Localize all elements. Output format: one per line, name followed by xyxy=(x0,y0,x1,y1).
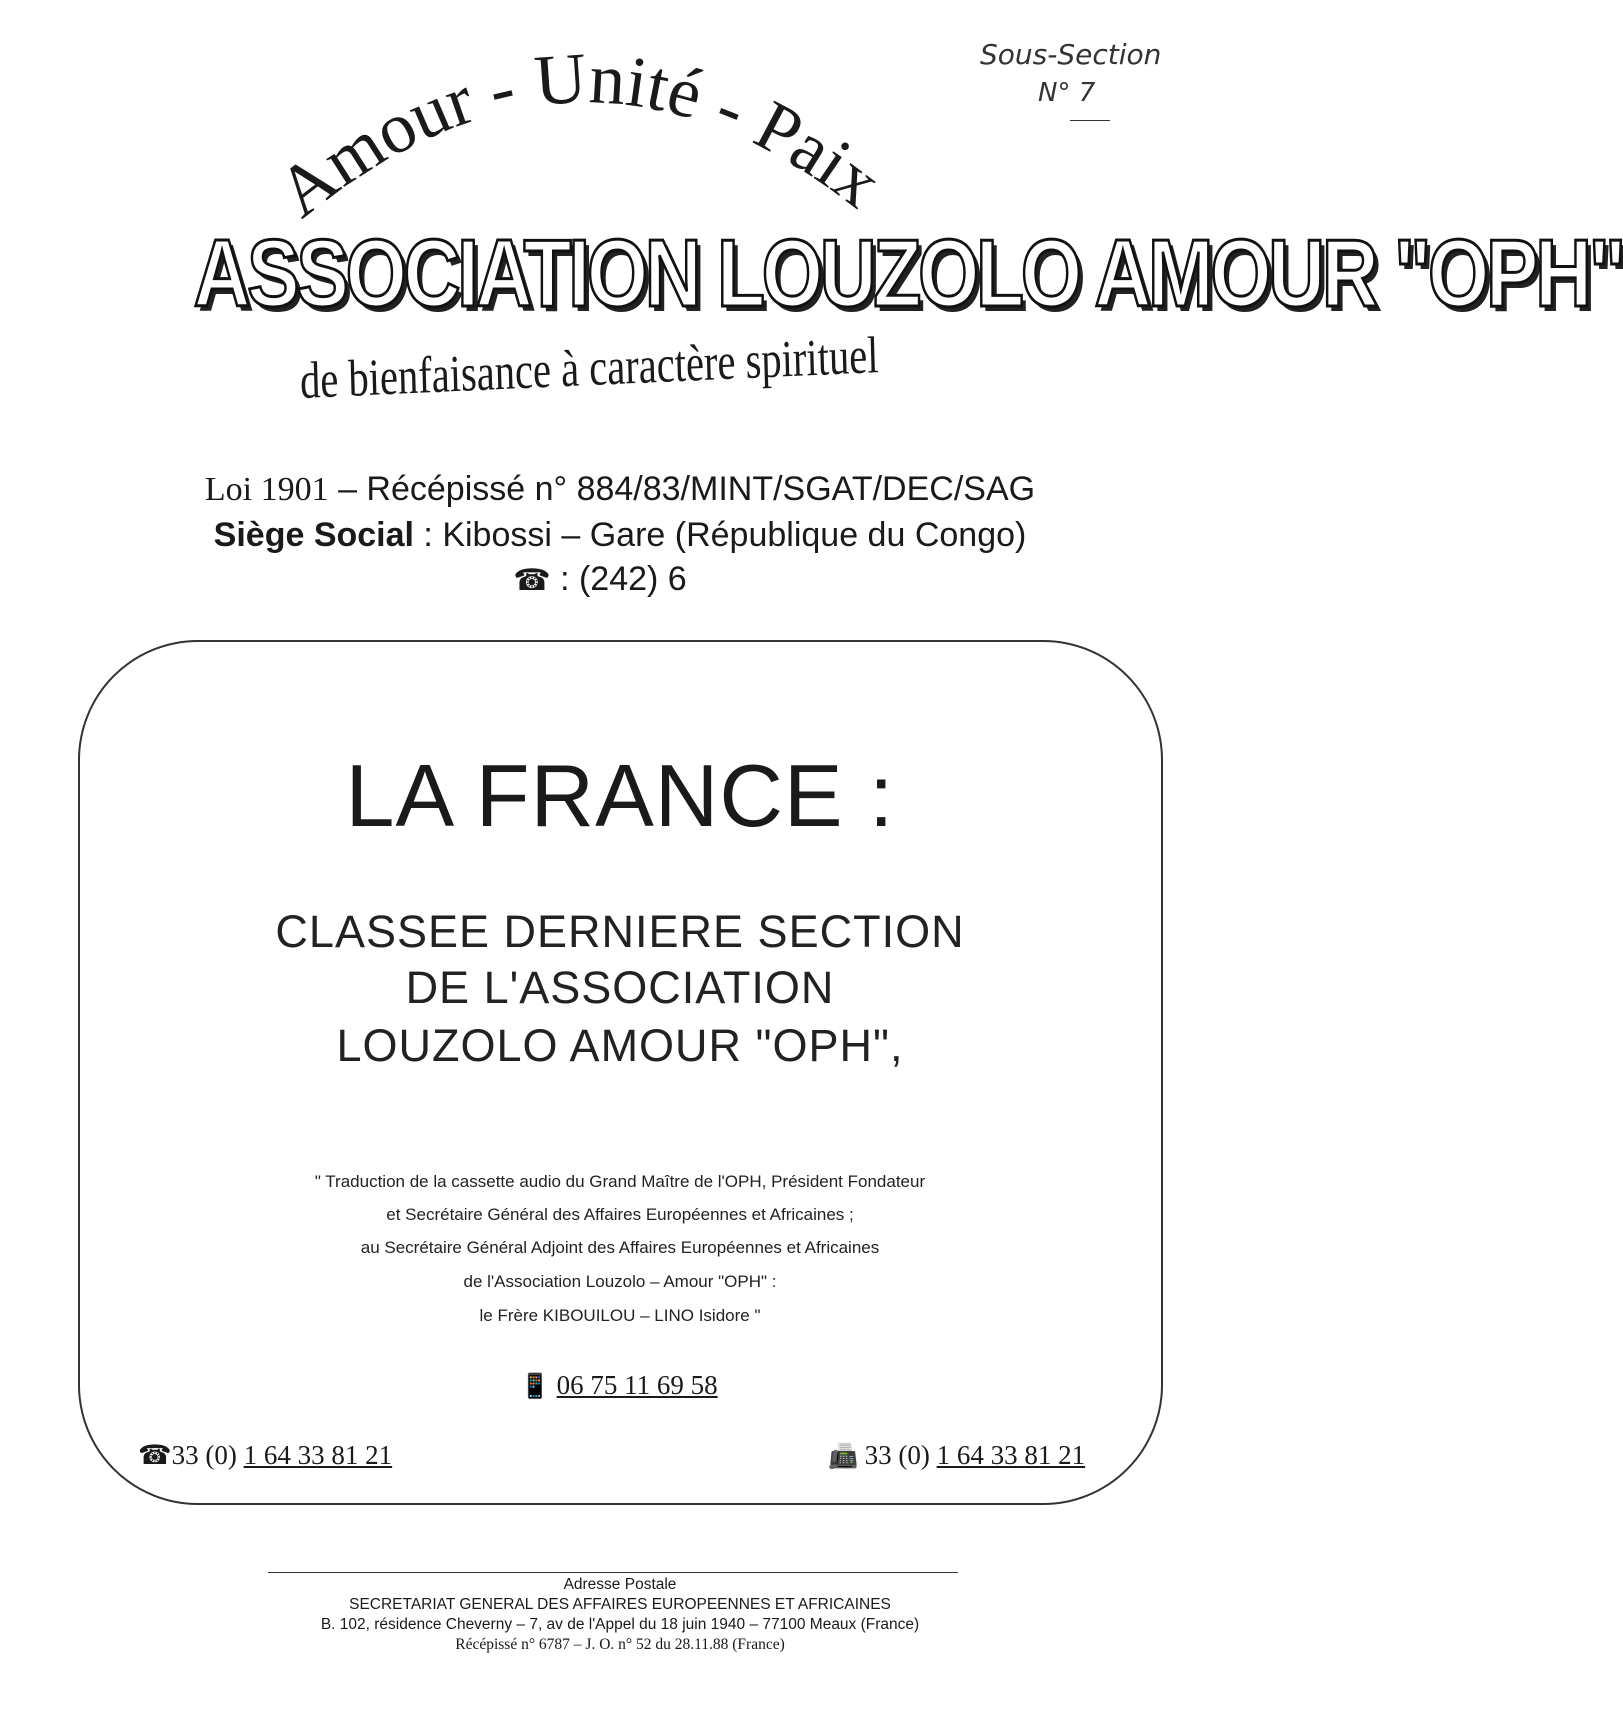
office-phone-prefix: 33 (0) xyxy=(171,1440,244,1470)
main-title: LA FRANCE : xyxy=(345,746,895,845)
fax-prefix: 33 (0) xyxy=(864,1440,937,1470)
registration-number: – Récépissé n° 884/83/MINT/SGAT/DEC/SAG xyxy=(328,470,1036,508)
handwritten-subsection-number: N° 7 xyxy=(1038,78,1096,108)
motto-text: Amour - Unité - Paix xyxy=(262,37,897,233)
header-phone-number: : (242) 6 xyxy=(550,560,687,598)
translation-note-line-5: le Frère KIBOUILOU – LINO Isidore " xyxy=(479,1306,761,1325)
footer-divider xyxy=(268,1572,958,1573)
handwritten-subsection-note: Sous-Section xyxy=(980,38,1162,71)
association-title: ASSOCIATION LOUZOLO AMOUR "OPH" xyxy=(193,220,1623,327)
headline-line-2: DE L'ASSOCIATION xyxy=(405,962,835,1013)
translation-note-line-1: " Traduction de la cassette audio du Grand Maître de l'OPH, Président Fondateur xyxy=(314,1172,926,1191)
footer-line-2: B. 102, résidence Cheverny – 7, av de l'Appel du 18 juin 1940 – 77100 Meaux (France) xyxy=(320,1616,920,1633)
headline-line-3: LOUZOLO AMOUR "OPH", xyxy=(336,1020,904,1071)
seat-address: : Kibossi – Gare (République du Congo) xyxy=(413,516,1027,554)
header-phone-line xyxy=(0,560,1220,599)
seat-label: Siège Social xyxy=(213,516,414,554)
mobile-phone-icon: 📱 xyxy=(520,1374,550,1400)
office-phone-number: 1 64 33 81 21 xyxy=(243,1440,393,1470)
telephone-icon: ☎ xyxy=(138,1440,172,1470)
footer-line-3: Récépissé n° 6787 – J. O. n° 52 du 28.11.88 (France) xyxy=(455,1636,785,1653)
association-subtitle: de bienfaisance à caractère spirituel xyxy=(299,327,880,410)
headline-line-1: CLASSEE DERNIERE SECTION xyxy=(275,906,965,957)
law-label: Loi 1901 xyxy=(204,471,329,508)
mobile-phone-number: 06 75 11 69 58 xyxy=(556,1370,718,1400)
footer-line-1: SECRETARIAT GENERAL DES AFFAIRES EUROPEENNES ET AFRICAINES xyxy=(349,1596,891,1613)
registration-line xyxy=(0,470,1240,509)
telephone-icon: ☎ xyxy=(513,564,551,597)
svg-text:Amour - Unité - Paix xyxy=(263,38,897,233)
fax-icon: 📠 xyxy=(828,1444,858,1470)
motto-arc xyxy=(250,20,970,250)
seat-line xyxy=(0,516,1240,555)
translation-note-line-3: au Secrétaire Général Adjoint des Affaires Européennes et Africaines xyxy=(360,1238,880,1257)
office-phone-line xyxy=(138,1440,392,1471)
fax-number: 1 64 33 81 21 xyxy=(936,1440,1086,1470)
mobile-phone-line xyxy=(520,1370,718,1401)
translation-note-line-4: de l'Association Louzolo – Amour "OPH" : xyxy=(463,1272,777,1291)
translation-note-line-2: et Secrétaire Général des Affaires Européennes et Africaines ; xyxy=(386,1205,854,1224)
handwritten-underline xyxy=(1070,120,1110,121)
footer-label: Adresse Postale xyxy=(563,1576,677,1593)
fax-line xyxy=(828,1440,1085,1471)
